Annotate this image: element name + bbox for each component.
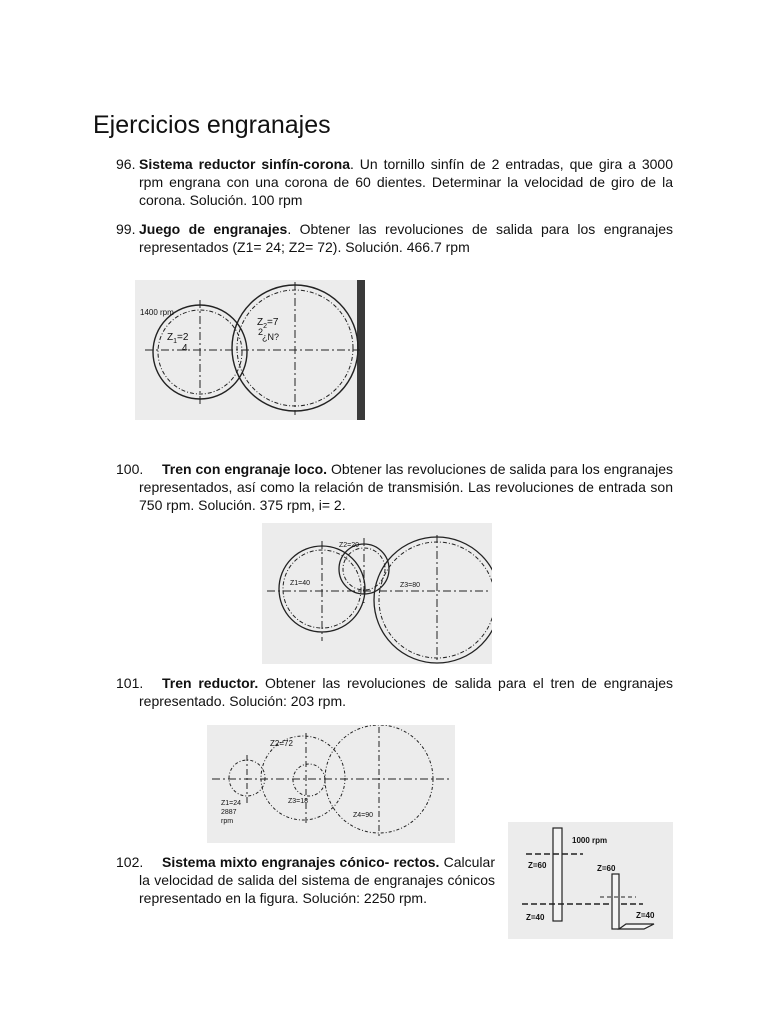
- input-rpm-label: 1400 rpm: [140, 308, 174, 317]
- exercise-99: [116, 220, 673, 256]
- page-title: Ejercicios engranajes: [93, 111, 331, 139]
- z2-subscript: 2: [263, 323, 268, 330]
- gear-pair-figure: [135, 280, 365, 420]
- z2-value: =7: [267, 317, 279, 328]
- exercise-number: 100.: [116, 461, 144, 477]
- z3-label: Z3=80: [400, 582, 421, 589]
- exercise-number: 96.: [116, 156, 136, 172]
- z1-rpm-value: 2887: [221, 809, 237, 816]
- input-rpm-label: 1000 rpm: [572, 836, 608, 845]
- z2-label: Z: [257, 317, 264, 328]
- exercise-description: . Obtener las revoluciones de salida para los engranajes representados (Z1= 24; Z2= 72). Solución. 466.7 rpm: [139, 221, 673, 255]
- exercise-heading: Tren con engranaje loco.: [162, 461, 328, 477]
- exercise-heading: Tren reductor.: [162, 675, 259, 691]
- exercise-heading: Juego de engranajes: [139, 221, 288, 237]
- z1-label: Z: [167, 332, 174, 343]
- exercise-number: 102.: [116, 854, 144, 870]
- exercise-description: Obtener las revoluciones de salida para los engranajes representados, así como la relación de transmisión. Las revoluciones de entrada son 750 rpm. Solución. 375 rpm, i= 2.: [139, 461, 673, 513]
- z2-label: Z2=72: [270, 739, 293, 748]
- bevel-spur-gear-figure: [508, 822, 673, 939]
- exercise-heading: Sistema reductor sinfín-corona: [139, 156, 350, 172]
- exercise-number: 99.: [116, 221, 136, 237]
- z-40-left-label: Z=40: [526, 913, 545, 922]
- z-40-right-label: Z=40: [636, 911, 655, 920]
- exercise-text: [139, 220, 673, 256]
- z1-rpm-unit: rpm: [221, 818, 234, 825]
- exercise-number: 101.: [116, 675, 144, 691]
- idler-gear-train-figure: [262, 523, 492, 664]
- exercise-description: Obtener las revoluciones de salida para el tren de engranajes representado. Solución: 203 rpm.: [139, 675, 673, 709]
- z-60-left-label: Z=60: [528, 861, 547, 870]
- z4-label: Z4=90: [353, 812, 374, 819]
- z1-label: Z1=40: [290, 580, 311, 587]
- z1-value-continued: 4: [182, 343, 188, 354]
- exercise-heading: Sistema mixto engranajes cónico- rectos.: [162, 854, 440, 870]
- z2-value-continued: 2: [258, 327, 264, 337]
- exercise-text: [139, 853, 495, 907]
- exercise-100: [116, 460, 673, 514]
- output-speed-question: ¿N?: [262, 332, 280, 342]
- z2-label: Z2=20: [339, 542, 360, 549]
- exercise-96: [116, 155, 673, 209]
- z1-value: =2: [177, 332, 189, 343]
- exercise-description: . Un tornillo sinfín de 2 entradas, que gira a 3000 rpm engrana con una corona de 60 dientes. Determinar la velocidad de giro de la corona. Solución. 100 rpm: [139, 156, 673, 208]
- exercise-text: [139, 674, 673, 710]
- exercise-101: [116, 674, 673, 710]
- exercise-text: [139, 460, 673, 514]
- z3-label: Z3=18: [288, 798, 309, 805]
- reduction-gear-train-figure: [207, 725, 455, 843]
- exercise-102: [116, 853, 495, 907]
- z-60-right-label: Z=60: [597, 864, 616, 873]
- exercise-description: Calcular la velocidad de salida del sistema de engranajes cónicos representado en la figura. Solución: 2250 rpm.: [139, 854, 495, 906]
- exercise-text: [139, 155, 673, 209]
- z1-subscript: 1: [173, 338, 178, 345]
- z1-label: Z1=24: [221, 800, 242, 807]
